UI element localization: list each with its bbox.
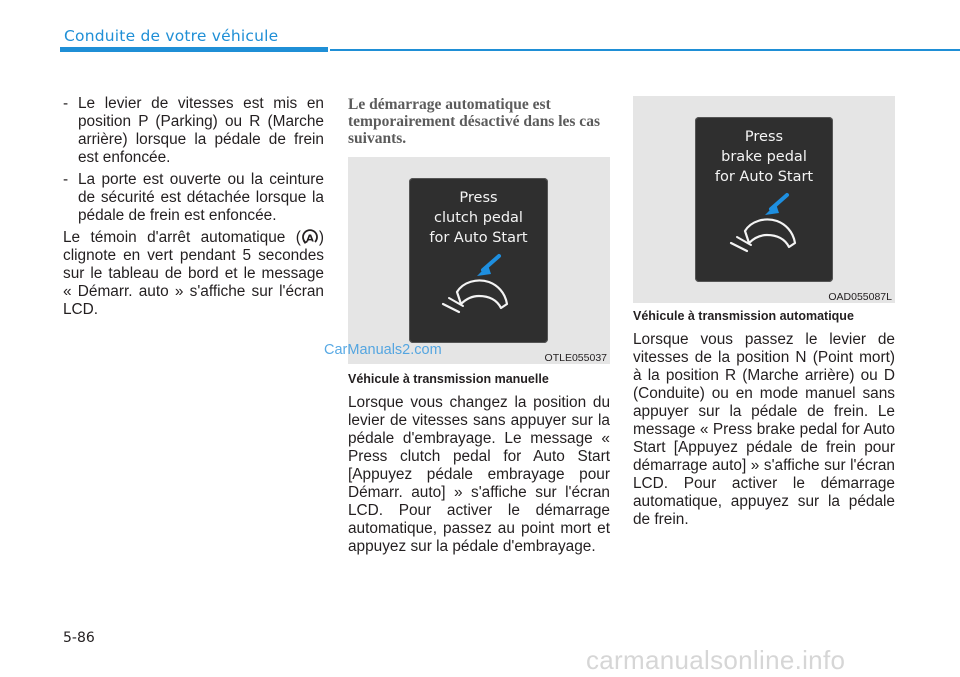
paragraph-text-after: ) clignote en vert pendant 5 secondes sur le tableau de bord et le message « Démarr. auto » s'affiche sur l'écran LCD. [63, 229, 324, 318]
screen-line: brake pedal [721, 149, 807, 165]
watermark-bottom: carmanualsonline.info [586, 645, 846, 675]
screen-line: clutch pedal [434, 210, 523, 226]
bullet-dash: - [63, 95, 69, 112]
bullet-text: La porte est ouverte ou la ceinture de sécurité est détachée lorsque la pédale de frein est enfoncée. [78, 171, 324, 224]
watermark-top: CarManuals2.com [324, 342, 442, 358]
list-item [63, 171, 324, 225]
svg-text:A: A [305, 233, 314, 245]
screen-line: Press [459, 190, 498, 206]
body-paragraph: Lorsque vous changez la position du levier de vitesses sans appuyer sur la pédale d'embrayage. Le message « Press clutch pedal for Auto Start [Appuyez pédale embrayage pour Démarr. auto] » s'affiche sur l'écran LCD. Pour activer le démarrage automatique, passez au point mort et appuyez sur la pédale d'embrayage. [348, 394, 610, 555]
header-rule-thin [330, 49, 960, 51]
section-title: Conduite de votre véhicule [64, 27, 279, 45]
left-column [63, 95, 324, 327]
screen-line: for Auto Start [714, 169, 814, 185]
clutch-pedal-icon [439, 252, 519, 316]
list-item [63, 95, 324, 167]
paragraph-text-before: Le témoin d'arrêt automatique ( [63, 229, 301, 246]
auto-stop-indicator-icon [301, 229, 319, 245]
middle-column-text [348, 372, 610, 564]
page-number: 5-86 [63, 630, 95, 646]
figure-code: OAD055087L [828, 291, 892, 303]
section-heading: Le démarrage automatique est temporairement désactivé dans les cas suivants. [348, 96, 600, 147]
auto-stop-paragraph [63, 229, 324, 319]
screen-line: Press [744, 129, 784, 145]
screen-line: for Auto Start [429, 230, 528, 246]
figure-code: OTLE055037 [544, 352, 607, 364]
header-rule-thick [60, 47, 328, 52]
cluster-screen [695, 117, 833, 282]
bullet-text: Le levier de vitesses est mis en position P (Parking) ou R (Marche arrière) lorsque la pédale de frein est enfoncée. [78, 95, 324, 166]
bullet-dash: - [63, 171, 69, 188]
figure-caption: Véhicule à transmission manuelle [348, 372, 549, 386]
brake-pedal-icon [725, 191, 805, 255]
cluster-screen [409, 178, 548, 343]
brake-figure [633, 96, 895, 303]
body-paragraph: Lorsque vous passez le levier de vitesses de la position N (Point mort) à la position R (Marche arrière) ou D (Conduite) ou en mode manuel sans appuyer sur la pédale de frein. Le message « Press brake pedal for Auto Start [Appuyez pédale de frein pour démarrage auto] » s'affiche sur l'écran LCD. Pour activer le démarrage automatique, appuyez sur la pédale de frein. [633, 331, 895, 528]
figure-caption: Véhicule à transmission automatique [633, 309, 854, 323]
right-column-text [633, 309, 895, 537]
clutch-figure [348, 157, 610, 364]
